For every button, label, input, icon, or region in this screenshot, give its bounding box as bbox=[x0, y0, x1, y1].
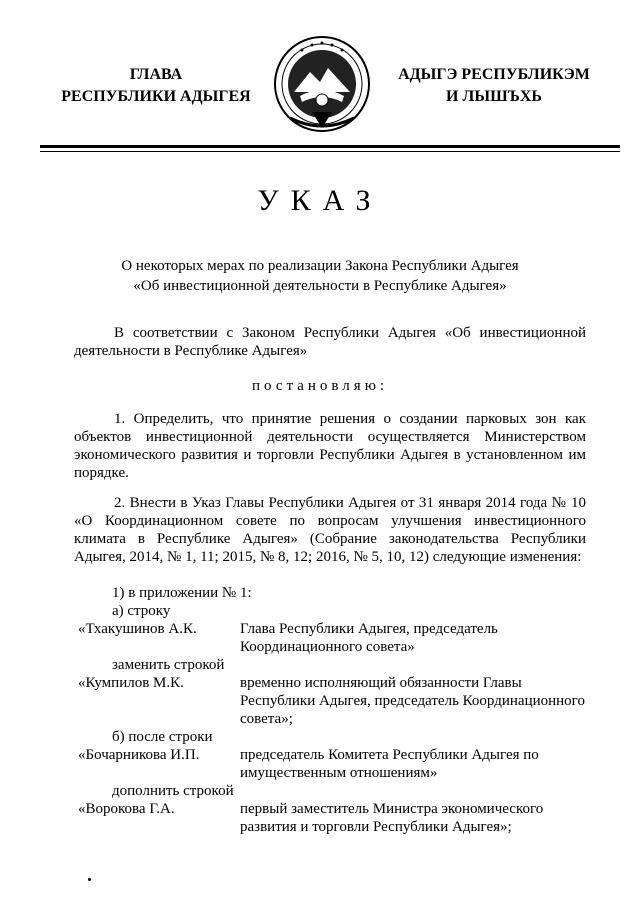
page-dot-mark bbox=[88, 878, 91, 881]
replace-with-label: заменить строкой bbox=[112, 657, 225, 673]
subject-line-1: О некоторых мерах по реализации Закона Республики Адыгея bbox=[121, 258, 519, 274]
issuer-title-russian bbox=[40, 64, 272, 108]
row-2-description: временно исполняющий обязанности Главы Республики Адыгея, председатель Координационного совета»; bbox=[240, 675, 585, 727]
issuer-line-1: ГЛАВА bbox=[129, 66, 183, 83]
subject-line-2: «Об инвестиционной деятельности в Республике Адыгея» bbox=[133, 278, 507, 294]
subitem-1: 1) в приложении № 1: bbox=[112, 585, 252, 601]
row-3-name: «Бочарникова И.П. bbox=[78, 747, 200, 763]
issuer-title-adyghe bbox=[374, 64, 614, 108]
item-1: 1. Определить, что принятие решения о создании парковых зон как объектов инвестиционной деятельности осуществляется Министерством экономического развития и торговли Республики Адыгея в установленном им порядке. bbox=[74, 411, 586, 481]
row-2-name: «Кумпилов М.К. bbox=[78, 675, 184, 691]
coat-of-arms-icon bbox=[272, 34, 372, 138]
header-divider-thick bbox=[40, 145, 620, 148]
header-divider-thin bbox=[40, 151, 620, 152]
decree-word: постановляю: bbox=[251, 378, 389, 394]
preamble: В соответствии с Законом Республики Адыгея «Об инвестиционной деятельности в Республике Адыгея» bbox=[74, 325, 586, 359]
issuer-line-2-adyghe: И ЛЫШЪХЬ bbox=[445, 88, 543, 105]
issuer-line-2: РЕСПУБЛИКИ АДЫГЕЯ bbox=[61, 88, 251, 105]
row-4-name: «Ворокова Г.А. bbox=[78, 801, 175, 817]
document-subject bbox=[80, 256, 560, 296]
row-1-name: «Тхакушинов А.К. bbox=[78, 621, 197, 637]
subitem-b: б) после строки bbox=[112, 729, 213, 745]
row-1-description: Глава Республики Адыгея, председатель Координационного совета» bbox=[240, 621, 498, 655]
subitem-a: а) строку bbox=[112, 603, 171, 619]
issuer-line-1-adyghe: АДЫГЭ РЕСПУБЛИКЭМ bbox=[398, 66, 590, 83]
document-title: УКАЗ bbox=[257, 184, 383, 217]
supplement-with-label: дополнить строкой bbox=[112, 783, 234, 799]
item-2: 2. Внести в Указ Главы Республики Адыгея от 31 января 2014 года № 10 «О Координационном совете по вопросам улучшения инвестиционного климата в Республике Адыгея» (Собрание законодательства Республики Адыгея, 2014, № 1, 11; 2015, № 8, 12; 2016, № 5, 10, 12) следующие изменения: bbox=[74, 495, 586, 565]
row-3-description: председатель Комитета Республики Адыгея по имущественным отношениям» bbox=[240, 747, 539, 781]
row-4-description: первый заместитель Министра экономического развития и торговли Республики Адыгея»; bbox=[240, 801, 544, 835]
